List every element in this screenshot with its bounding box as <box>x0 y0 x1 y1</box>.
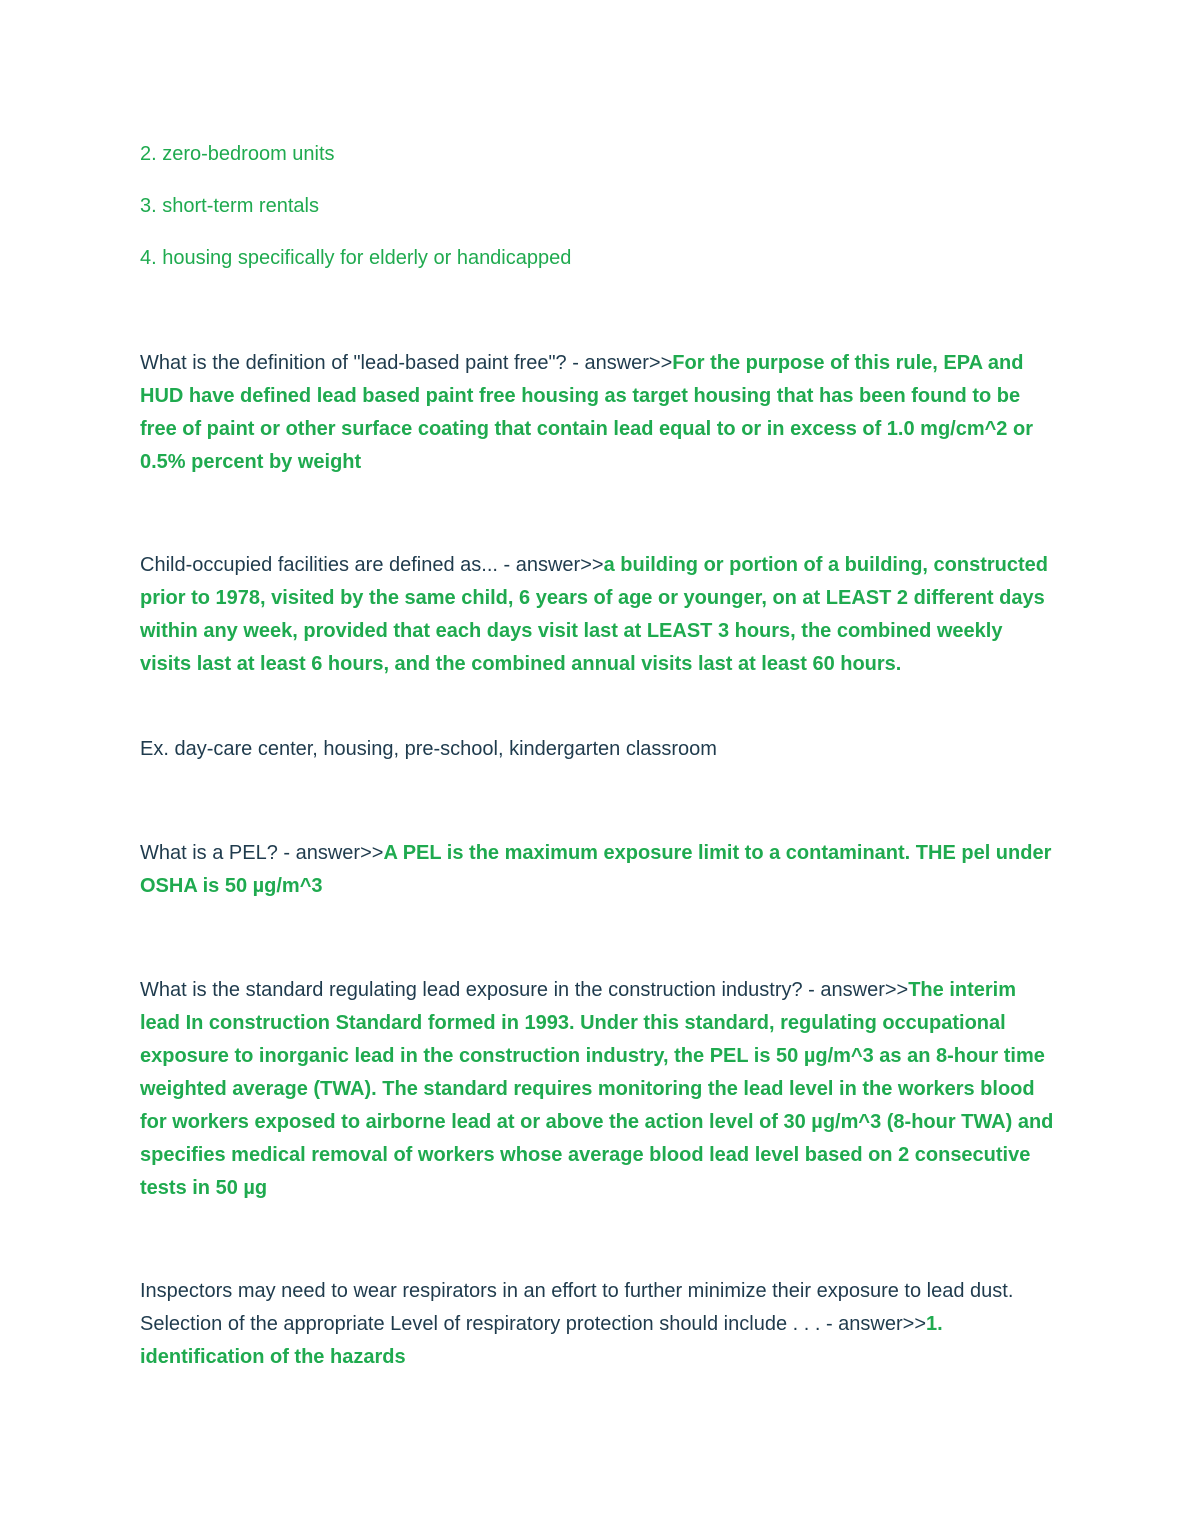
qa-pel <box>140 837 1055 903</box>
example-text: Ex. day-care center, housing, pre-school, kindergarten classroom <box>140 738 717 760</box>
answer-text: a building or portion of a building, constructed prior to 1978, visited by the same child, 6 years of age or younger, on at LEAST 2 different days within any week, provided that each days visit last at LEAST 3 hours, the combined weekly visits last at least 6 hours, and the combined annual visits last at least 60 hours. <box>140 554 1048 675</box>
question-text: What is the definition of "lead-based paint free"? - answer>> <box>140 352 673 374</box>
list-item: 3. short-term rentals <box>140 195 319 217</box>
qa-construction-standard <box>140 974 1055 1205</box>
answer-text: The interim lead In construction Standard formed in 1993. Under this standard, regulating occupational exposure to inorganic lead in the construction industry, the PEL is 50 µg/m^3 as an 8-hour time weighted average (TWA). The standard requires monitoring the lead level in the workers blood for workers exposed to airborne lead at or above the action level of 30 µg/m^3 (8-hour TWA) and specifies medical removal of workers whose average blood lead level based on 2 consecutive tests in 50 µg <box>140 979 1054 1199</box>
question-text: What is the standard regulating lead exposure in the construction industry? - answer>> <box>140 979 909 1001</box>
question-text: Inspectors may need to wear respirators in an effort to further minimize their exposure to lead dust. Selection of the appropriate Level of respiratory protection should include . . . - answer>> <box>140 1280 1014 1335</box>
list-item: 2. zero-bedroom units <box>140 143 335 165</box>
list-item: 4. housing specifically for elderly or handicapped <box>140 247 572 269</box>
question-text: What is a PEL? - answer>> <box>140 842 384 864</box>
answer-text: For the purpose of this rule, EPA and HUD have defined lead based paint free housing as target housing that has been found to be free of paint or other surface coating that contain lead equal to or in excess of 1.0 mg/cm^2 or 0.5% percent by weight <box>140 352 1033 473</box>
qa-lead-based-paint-free <box>140 347 1055 479</box>
answer-text: A PEL is the maximum exposure limit to a contaminant. THE pel under OSHA is 50 µg/m^3 <box>140 842 1052 897</box>
qa-respirators <box>140 1275 1055 1374</box>
question-text: Child-occupied facilities are defined as... - answer>> <box>140 554 604 576</box>
answer-text: 1. identification of the hazards <box>140 1313 943 1368</box>
qa-child-occupied-facilities <box>140 549 1055 681</box>
